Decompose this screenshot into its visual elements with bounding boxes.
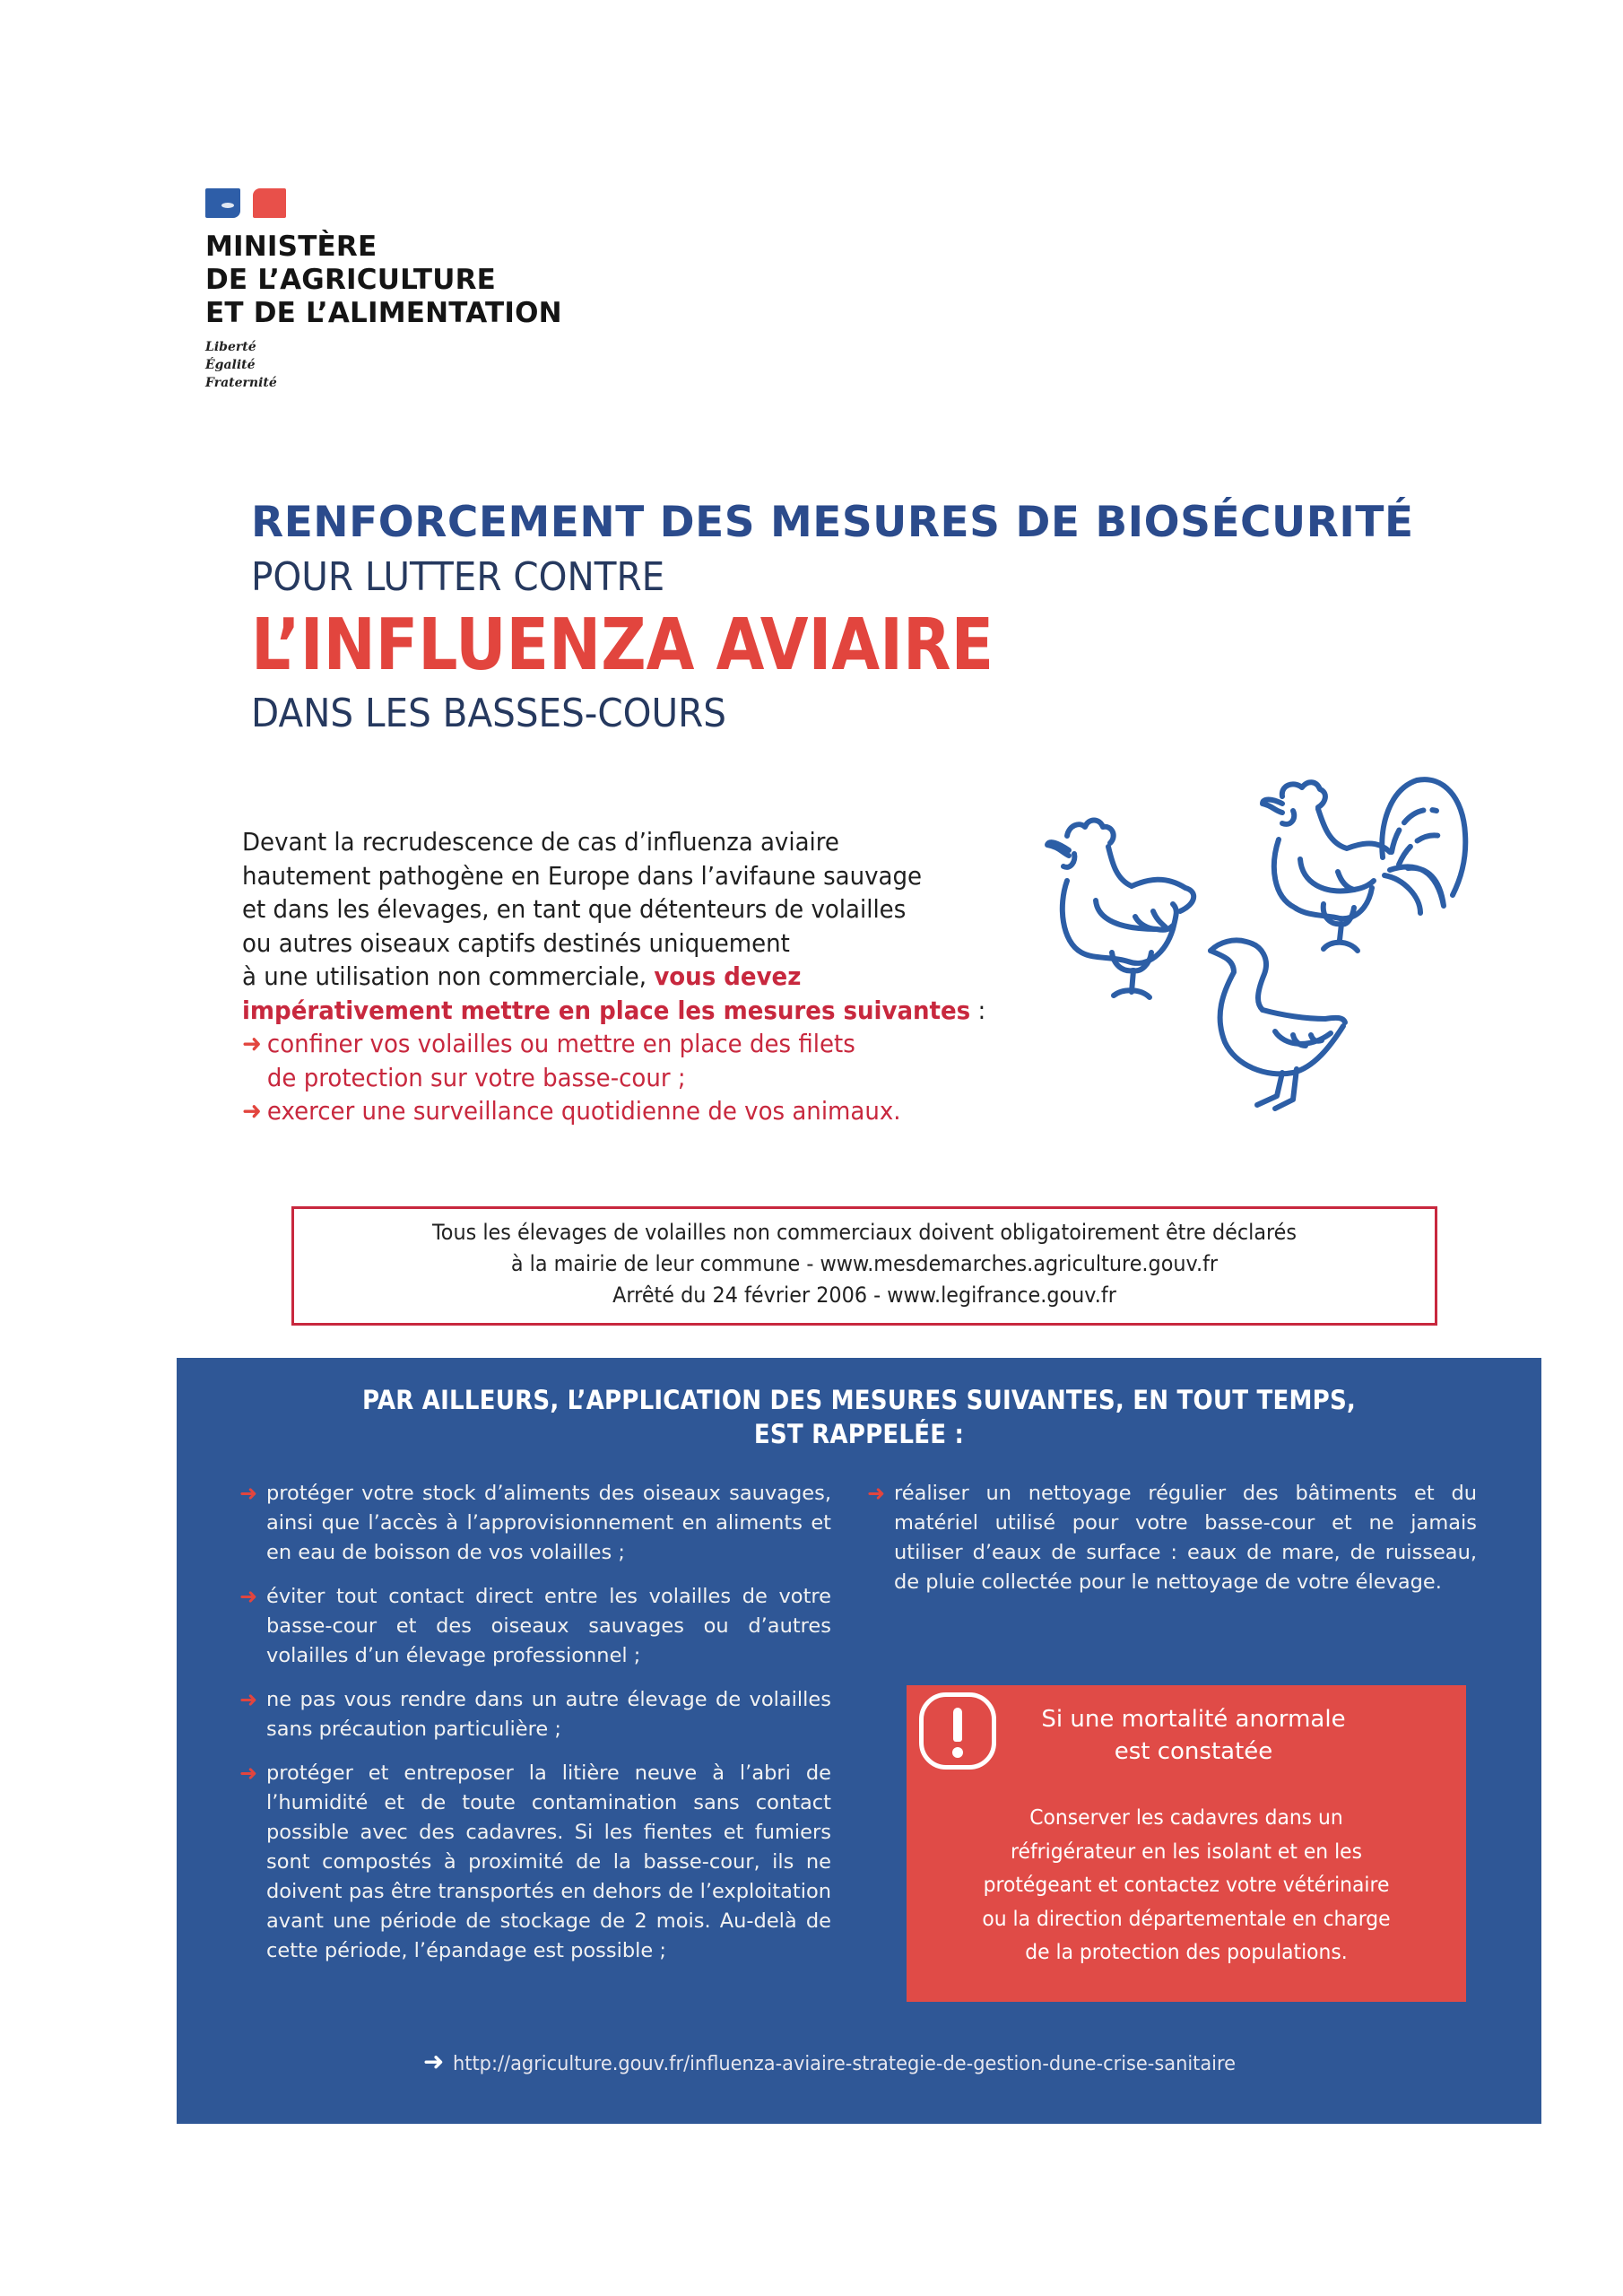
bullet-text: éviter tout contact direct entre les volailles de votre basse-cour et des oiseaux sauvages ou d’autres volailles d’un élevage professionnel ; [266,1585,831,1667]
bullet-item [867,1479,1477,1597]
intro-plain-text: à une utilisation non commerciale, [242,961,655,991]
bullet-item [239,1582,831,1671]
panel-title-line: PAR AILLEURS, L’APPLICATION DES MESURES SUIVANTES, EN TOUT TEMPS, [361,1385,1357,1415]
intro-emphasis: impérativement mettre en place les mesures suivantes [242,995,971,1025]
arrow-right-icon: ➜ [239,1687,258,1712]
declaration-line: Tous les élevages de volailles non commerciaux doivent obligatoirement être déclarés [431,1220,1298,1245]
footer-link-row [177,2047,1541,2079]
measure-text: exercer une surveillance quotidienne de vos animaux. [266,1096,901,1126]
bullet-item [239,1479,831,1568]
intro-line: Devant la recrudescence de cas d’influenza aviaire [242,827,839,857]
alert-body-line: Conserver les cadavres dans un [1029,1806,1343,1830]
page-title [251,498,1414,740]
arrow-right-icon: ➜ [422,2047,445,2076]
motto-line: Égalité [205,358,256,372]
exclamation-bar [953,1708,962,1742]
alert-title [1005,1703,1382,1768]
exclamation-icon [919,1692,996,1770]
declaration-notice [291,1206,1437,1326]
motto-line: Liberté [205,340,256,354]
arrow-right-icon: ➜ [242,1096,262,1126]
motto-line: Fraternité [205,376,277,390]
left-bullet-list [239,1479,831,1980]
intro-line: et dans les élevages, en tant que détenteurs de volailles [242,894,907,924]
arrow-right-icon: ➜ [239,1481,258,1506]
bullet-text: protéger et entreposer la litière neuve à l’abri de l’humidité et de toute contamination sans contact possible avec des cadavres. Si les fientes et fumiers sont compostés à proximité de la basse-cour, ils ne doivent pas être transportés en dehors de l’exploitation avant une période de stockage de 2 mois. Au-delà de cette période, l’épandage est possible ; [266,1761,831,1962]
republic-motto [205,338,562,392]
alert-body-line: réfrigérateur en les isolant et en les [1011,1839,1362,1864]
declaration-line: Arrêté du 24 février 2006 - www.legifrance.gouv.fr [612,1283,1116,1308]
bullet-text: réaliser un nettoyage régulier des bâtiments et du matériel utilisé pour votre basse-cour et ne jamais utiliser d’eaux de surface : eaux de mare, de ruisseau, de pluie collectée pour le nettoyage de votre élevage. [894,1482,1477,1594]
intro-line [242,994,986,1028]
alert-body-line: de la protection des populations. [1025,1941,1348,1964]
title-line-1: RENFORCEMENT DES MESURES DE BIOSÉCURITÉ [251,498,1414,547]
alert-body-line: ou la direction départementale en charge [982,1907,1391,1931]
alert-title-line: est constatée [1114,1738,1273,1765]
poultry-illustration [1022,753,1480,1121]
hen-icon [1047,821,1193,998]
intro-emphasis: vous devez [654,961,802,991]
measure-item [242,1027,959,1061]
title-line-4: DANS LES BASSES-COURS [251,691,727,736]
title-line-3: L’INFLUENZA AVIAIRE [251,604,994,686]
arrow-right-icon: ➜ [242,1029,262,1058]
arrow-right-icon: ➜ [239,1584,258,1609]
ministry-name [205,230,562,330]
ministry-line: ET DE L’ALIMENTATION [205,297,562,329]
title-line-2: POUR LUTTER CONTRE [251,554,665,600]
goose-icon [1211,940,1345,1109]
bullet-item [239,1685,831,1744]
flag-red-panel [253,188,286,218]
alert-body [924,1802,1448,1970]
alert-title-line: Si une mortalité anormale [1041,1706,1346,1733]
arrow-right-icon: ➜ [867,1481,886,1506]
marianne-flag-icon [205,188,286,218]
panel-title-line: EST RAPPELÉE : [753,1419,965,1449]
bullet-text: protéger votre stock d’aliments des oiseaux sauvages, ainsi que l’accès à l’approvisionnement en aliments et en eau de boisson de vos volailles ; [266,1482,831,1564]
measure-item [242,1094,959,1128]
declaration-line: à la mairie de leur commune - www.mesdemarches.agriculture.gouv.fr [510,1251,1219,1276]
ministry-logo [205,188,562,392]
measure-item-continued: de protection sur votre basse-cour ; [266,1062,686,1092]
exclamation-dot [952,1747,963,1758]
bullet-text: ne pas vous rendre dans un autre élevage de volailles sans précaution particulière ; [266,1688,831,1741]
reminder-panel [177,1358,1541,2124]
arrow-right-icon: ➜ [239,1761,258,1786]
intro-line [242,960,959,994]
flag-blue-panel [205,188,240,218]
panel-title [177,1383,1541,1451]
alert-body-line: protégeant et contactez votre vétérinaire [983,1874,1390,1897]
intro-suffix: : [970,995,986,1025]
ministry-line: MINISTÈRE [205,230,378,263]
strategy-link[interactable]: http://agriculture.gouv.fr/influenza-aviaire-strategie-de-gestion-dune-crise-sanitaire [453,2052,1237,2075]
intro-paragraph [242,825,1013,1128]
rooster-icon [1263,779,1465,951]
right-bullet-list [867,1479,1477,1612]
intro-line: ou autres oiseaux captifs destinés uniquement [242,927,790,958]
measure-text: confiner vos volailles ou mettre en place des filets [266,1029,855,1058]
intro-line: hautement pathogène en Europe dans l’avifaune sauvage [242,860,923,891]
bullet-item [239,1759,831,1966]
ministry-line: DE L’AGRICULTURE [205,264,497,296]
mortality-alert-box [907,1685,1466,2002]
